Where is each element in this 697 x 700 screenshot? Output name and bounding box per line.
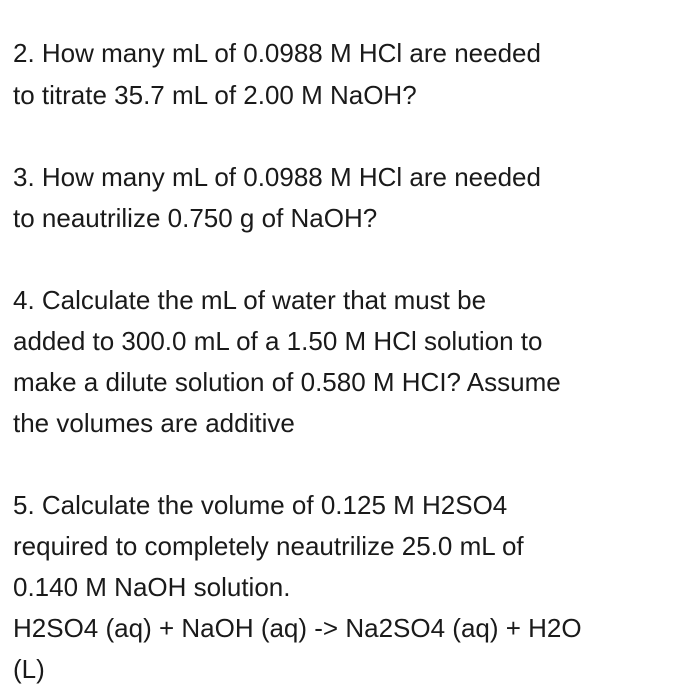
- question-2-line-2: to titrate 35.7 mL of 2.00 M NaOH?: [13, 80, 417, 110]
- question-4-line-1: 4. Calculate the mL of water that must be: [13, 285, 487, 315]
- question-4-line-2: added to 300.0 mL of a 1.50 M HCl solution to: [13, 326, 543, 356]
- question-3-line-2: to neautrilize 0.750 g of NaOH?: [13, 203, 378, 233]
- question-5-equation-state: (L): [13, 654, 45, 684]
- question-4-line-4: the volumes are additive: [13, 408, 295, 438]
- question-5-line-3: 0.140 M NaOH solution.: [13, 572, 291, 602]
- question-5-equation: H2SO4 (aq) + NaOH (aq) -> Na2SO4 (aq) + H2O: [13, 613, 582, 643]
- question-5-line-1: 5. Calculate the volume of 0.125 M H2SO4: [13, 490, 508, 520]
- question-4-line-3: make a dilute solution of 0.580 M HCI? Assume: [13, 367, 561, 397]
- question-3-line-1: 3. How many mL of 0.0988 M HCl are needed: [13, 162, 541, 192]
- question-2-line-1: 2. How many mL of 0.0988 M HCl are needed: [13, 38, 541, 68]
- question-5-line-2: required to completely neautrilize 25.0 mL of: [13, 531, 524, 561]
